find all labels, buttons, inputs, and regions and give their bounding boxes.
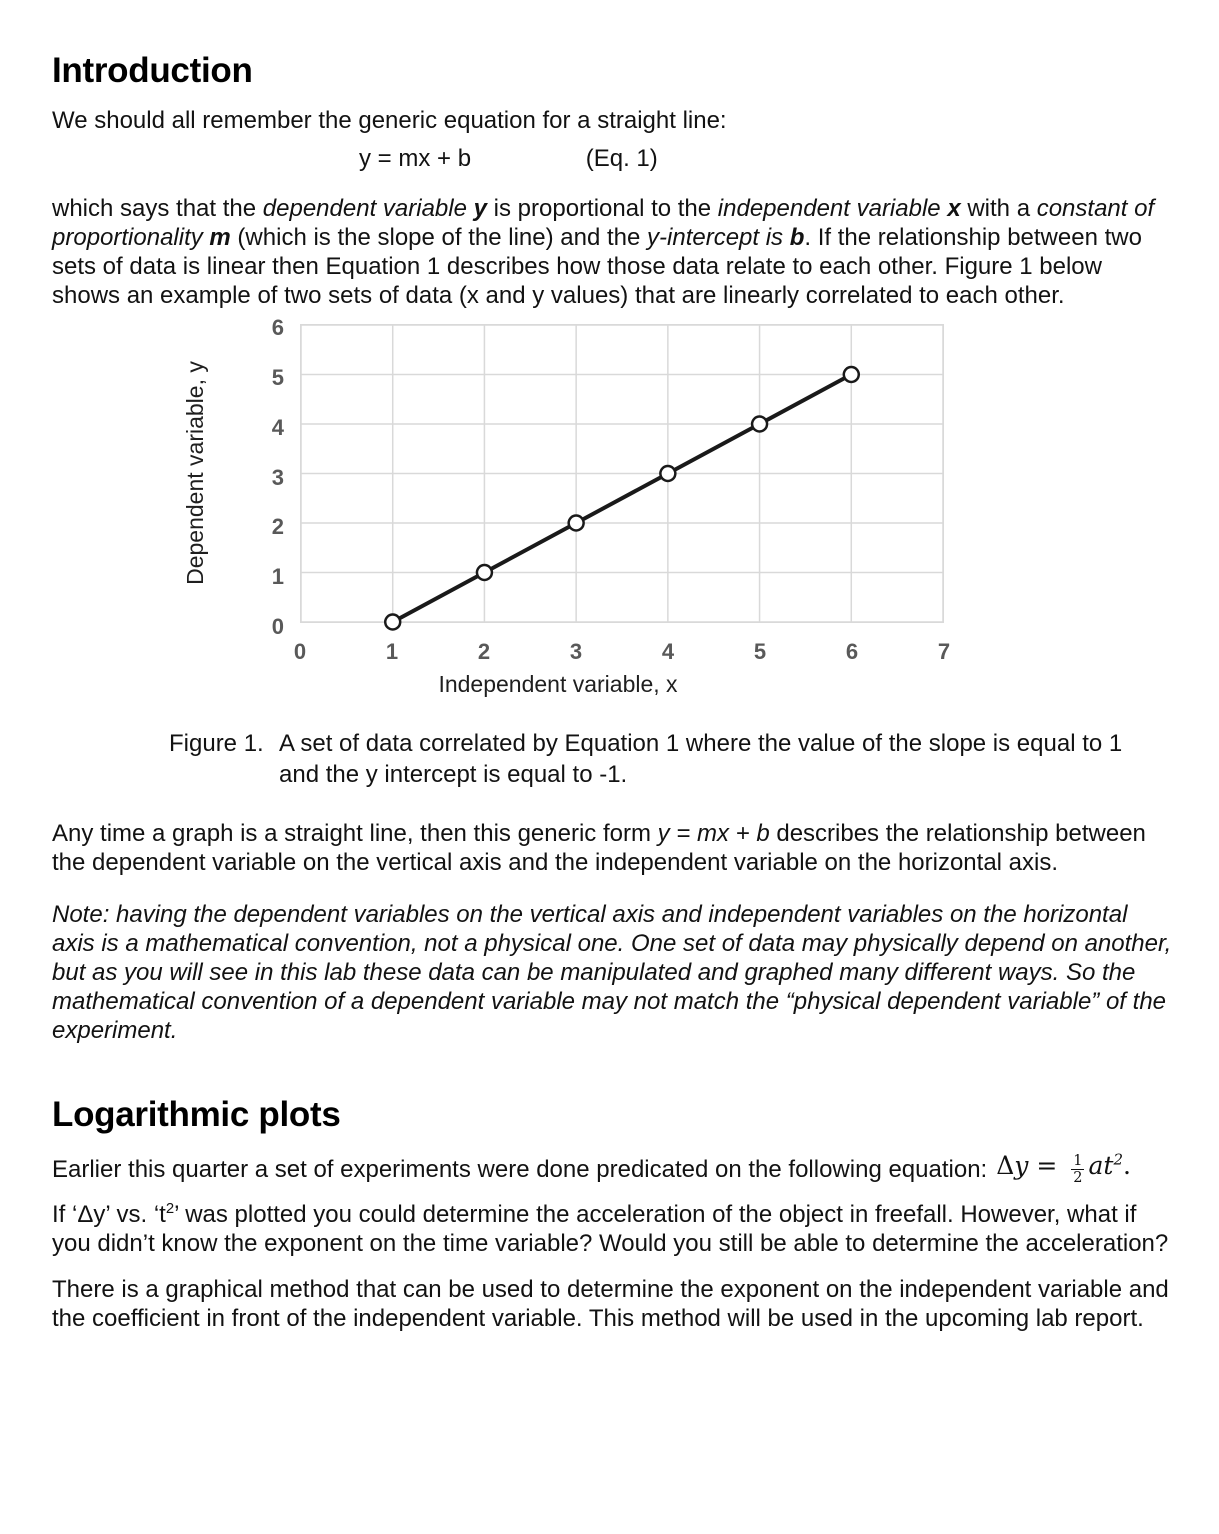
equation-1-text: y = mx + b (359, 145, 472, 172)
earlier-equation-line (52, 1145, 1172, 1193)
figure-caption-line2: and the y intercept is equal to -1. (279, 761, 628, 788)
y-tick-label: 2 (271, 514, 284, 540)
equation-1-tag: (Eq. 1) (585, 145, 658, 172)
x-tick-label: 5 (753, 639, 767, 664)
graphical-method-paragraph: There is a graphical method that can be used to determine the exponent on the independent variable and the coefficient in front of the independent variable. This method will be used in the upcoming lab report. (52, 1276, 1169, 1332)
y-tick-label: 4 (271, 414, 284, 440)
formula-denominator: 2 (1073, 1170, 1083, 1187)
if-dy-paragraph: If ‘Δy’ vs. ‘$t^2$’ was plotted you could determine the acceleration of the object in freefall. However, what if you didn’t know the exponent on the time variable? Would you still be able to determine the acceleration? (52, 1201, 1169, 1257)
intro-body-paragraph: which says that the dependent variable y is proportional to the independent variable x with a constant of proportionality m (which is the slope of the line) and the y-intercept is b. If the relationship between two sets of data is linear then Equation 1 describes how those data relate to each other. Figure 1 below shows an example of two sets of data (x and y values) that are linearly correlated to each other. (52, 195, 1155, 309)
formula-exponent: 2 (1113, 1151, 1123, 1170)
plot-svg (301, 325, 943, 622)
chart-x-axis-title: Independent variable, x (438, 671, 678, 697)
note-paragraph: Note: having the dependent variables on the vertical axis and independent variables on the horizontal axis is a mathematical convention, not a physical one. One set of data may physically depend on another, but as you will see in this lab these data can be manipulated and graphed many different ways. So the mathematical convention of a dependent variable may not match the “physical dependent variable” of the experiment. (52, 901, 1172, 1044)
figure-1-caption (169, 728, 1172, 790)
y-tick-label: 0 (271, 614, 284, 639)
intro-lead-paragraph: We should all remember the generic equation for a straight line: (52, 107, 727, 134)
earlier-lead-text: Earlier this quarter a set of experiments were done predicated on the following equation: (52, 1155, 988, 1183)
figure-1-chart (52, 310, 1172, 710)
figure-caption-line1: A set of data correlated by Equation 1 where the value of the slope is equal to 1 (279, 730, 1123, 757)
x-tick-label: 4 (661, 639, 675, 664)
y-tick-label: 1 (271, 564, 284, 590)
y-tick-label: 5 (271, 364, 284, 390)
equation-1-row (52, 144, 1172, 173)
formula-var: y (1014, 1151, 1029, 1181)
chart-y-axis-title: Dependent variable, y (182, 361, 208, 585)
formula-equals: = (1028, 1151, 1066, 1181)
formula-fraction (1071, 1153, 1084, 1186)
figure-caption-text (279, 728, 1159, 790)
formula-period: . (1122, 1151, 1131, 1181)
freefall-formula (996, 1151, 1131, 1186)
formula-body: at (1088, 1151, 1114, 1181)
anytime-paragraph: Any time a graph is a straight line, then this generic form y = mx + b describes the relationship between the dependent variable on the vertical axis and the independent variable on the horizontal axis. (52, 820, 1146, 876)
figure-caption-label: Figure 1. (169, 730, 264, 757)
x-tick-label: 6 (845, 639, 859, 664)
x-tick-label: 2 (477, 639, 491, 664)
intro-heading: Introduction (52, 51, 253, 90)
y-tick-label: 6 (271, 315, 284, 340)
formula-numerator: 1 (1073, 1153, 1083, 1170)
log-plots-heading: Logarithmic plots (52, 1095, 341, 1134)
x-tick-label: 3 (569, 639, 583, 664)
y-tick-label: 3 (271, 464, 284, 490)
x-tick-label: 1 (385, 639, 399, 664)
plot-area (300, 324, 944, 623)
x-tick-label: 7 (937, 639, 951, 664)
formula-delta: Δ (996, 1151, 1015, 1181)
x-tick-label: 0 (293, 639, 307, 664)
